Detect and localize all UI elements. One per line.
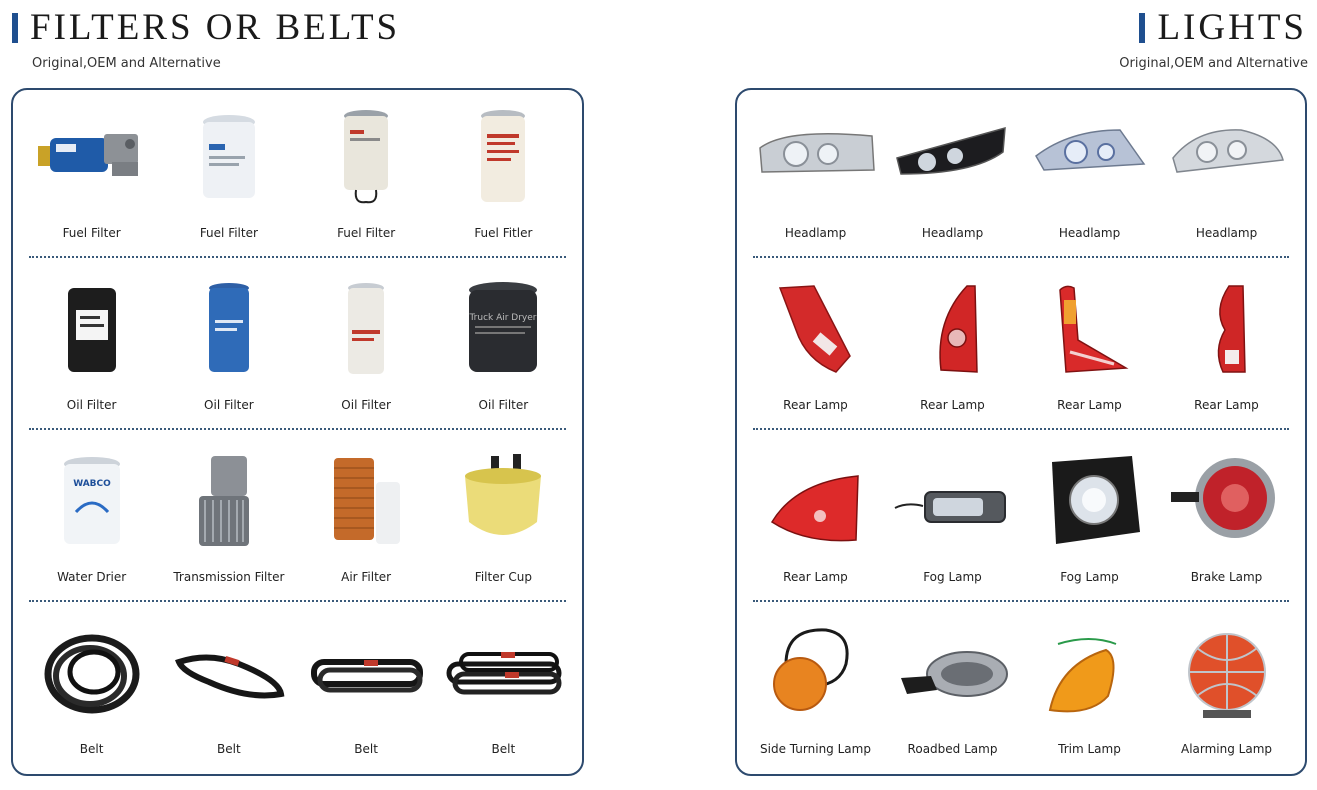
filter-cup-icon xyxy=(443,452,563,552)
product-row xyxy=(747,90,1295,262)
product-card[interactable] xyxy=(160,90,297,262)
product-row xyxy=(23,262,572,434)
row-separator xyxy=(29,428,566,430)
product-row xyxy=(747,606,1295,778)
headlamp-chrome-icon xyxy=(756,108,876,208)
product-card[interactable] xyxy=(1021,434,1158,606)
air-filter-icon xyxy=(306,452,426,552)
product-card[interactable] xyxy=(298,606,435,778)
product-label: Fuel Filter xyxy=(337,226,396,240)
product-row xyxy=(23,90,572,262)
product-label: Oil Filter xyxy=(478,398,529,412)
product-card[interactable] xyxy=(23,434,160,606)
oil-filter-blue-icon xyxy=(169,280,289,380)
product-label: Belt xyxy=(354,742,378,756)
product-label: Headlamp xyxy=(784,226,847,240)
product-label: Headlamp xyxy=(1058,226,1121,240)
product-card[interactable] xyxy=(884,434,1021,606)
product-row xyxy=(23,434,572,606)
product-card[interactable] xyxy=(884,262,1021,434)
filters-belts-grid xyxy=(23,90,572,774)
rear-lamp-round-icon xyxy=(893,280,1013,380)
product-card[interactable] xyxy=(747,434,884,606)
product-card[interactable] xyxy=(1021,262,1158,434)
product-card[interactable] xyxy=(298,262,435,434)
product-card[interactable] xyxy=(435,606,572,778)
product-card[interactable] xyxy=(884,90,1021,262)
product-label: Water Drier xyxy=(57,570,127,584)
product-label: Belt xyxy=(491,742,516,756)
filters-belts-subtitle: Original,OEM and Alternative xyxy=(32,56,221,71)
headlamp-silver-icon xyxy=(1167,108,1287,208)
product-card[interactable] xyxy=(747,606,884,778)
transmission-filter-icon xyxy=(169,452,289,552)
filters-belts-title: FILTERS OR BELTS xyxy=(30,7,401,48)
row-separator xyxy=(29,256,566,258)
product-label: Fuel Fitler xyxy=(474,226,533,240)
product-label: Rear Lamp xyxy=(783,398,848,412)
product-card[interactable] xyxy=(1158,434,1295,606)
fuel-filter-red-label-icon xyxy=(443,108,563,208)
product-card[interactable] xyxy=(747,262,884,434)
headlamp-blue-icon xyxy=(1030,108,1150,208)
product-label: Air Filter xyxy=(341,570,392,584)
product-card[interactable] xyxy=(435,262,572,434)
product-label: Roadbed Lamp xyxy=(907,742,998,756)
row-separator xyxy=(753,600,1289,602)
product-row xyxy=(23,606,572,778)
belt-single-icon xyxy=(169,624,289,724)
rear-lamp-wing-icon xyxy=(756,452,876,552)
alarming-lamp-icon xyxy=(1167,624,1287,724)
product-label: Belt xyxy=(217,742,241,756)
product-card[interactable] xyxy=(160,606,297,778)
product-card[interactable] xyxy=(1021,90,1158,262)
product-label: Belt xyxy=(79,742,104,756)
row-separator xyxy=(753,256,1289,258)
product-card[interactable] xyxy=(1158,262,1295,434)
product-label: Filter Cup xyxy=(474,570,532,584)
lights-heading xyxy=(1139,8,1307,48)
brake-lamp-icon xyxy=(1167,452,1287,552)
filters-belts-panel xyxy=(11,88,584,776)
belt-coil-icon xyxy=(32,624,152,724)
product-label: Rear Lamp xyxy=(920,398,985,412)
product-label: Oil Filter xyxy=(204,398,254,412)
svg-text:Truck Air Dryer: Truck Air Dryer xyxy=(469,313,537,323)
product-card[interactable] xyxy=(298,434,435,606)
fog-lamp-round-icon xyxy=(1030,452,1150,552)
rear-lamp-amber-icon xyxy=(1030,280,1150,380)
oil-filter-white-icon xyxy=(306,280,426,380)
lights-panel xyxy=(735,88,1307,776)
accent-bar xyxy=(12,13,18,43)
row-separator xyxy=(753,428,1289,430)
lights-subtitle: Original,OEM and Alternative xyxy=(1119,56,1308,71)
product-card[interactable] xyxy=(747,90,884,262)
product-card[interactable] xyxy=(1021,606,1158,778)
product-label: Brake Lamp xyxy=(1190,570,1263,584)
product-row xyxy=(747,434,1295,606)
product-card[interactable] xyxy=(23,606,160,778)
product-card[interactable] xyxy=(435,90,572,262)
product-card[interactable] xyxy=(160,262,297,434)
rear-lamp-curved-icon xyxy=(1167,280,1287,380)
fog-lamp-rect-icon xyxy=(893,452,1013,552)
product-label: Fog Lamp xyxy=(923,570,982,584)
row-separator xyxy=(29,600,566,602)
product-label: Side Turning Lamp xyxy=(760,742,871,756)
fuel-filter-assembly-icon xyxy=(32,108,152,208)
trim-lamp-icon xyxy=(1030,624,1150,724)
product-card[interactable] xyxy=(23,90,160,262)
belt-double-icon xyxy=(306,624,426,724)
air-dryer-filter-icon xyxy=(443,280,563,380)
product-label: Rear Lamp xyxy=(1194,398,1259,412)
product-label: Oil Filter xyxy=(341,398,391,412)
product-card[interactable] xyxy=(884,606,1021,778)
accent-bar xyxy=(1139,13,1145,43)
product-card[interactable] xyxy=(160,434,297,606)
belt-multi-icon xyxy=(443,624,563,724)
product-label: Alarming Lamp xyxy=(1180,742,1273,756)
lights-title: LIGHTS xyxy=(1157,7,1307,48)
lights-grid xyxy=(747,90,1295,774)
product-card[interactable] xyxy=(1158,606,1295,778)
side-turning-lamp-icon xyxy=(756,624,876,724)
water-drier-icon xyxy=(32,452,152,552)
product-card[interactable] xyxy=(298,90,435,262)
fuel-filter-wired-icon xyxy=(306,108,426,208)
roadbed-lamp-icon xyxy=(893,624,1013,724)
product-card[interactable] xyxy=(23,262,160,434)
product-label: Transmission Filter xyxy=(173,570,285,584)
product-label: Fuel Filter xyxy=(62,226,121,240)
product-label: Headlamp xyxy=(1195,226,1258,240)
product-card[interactable] xyxy=(1158,90,1295,262)
product-label: Fuel Filter xyxy=(199,226,258,240)
product-label: Fog Lamp xyxy=(1060,570,1119,584)
svg-text:WABCO: WABCO xyxy=(72,479,111,489)
fuel-filter-white-icon xyxy=(169,108,289,208)
product-label: Oil Filter xyxy=(66,398,117,412)
product-row xyxy=(747,262,1295,434)
product-label: Rear Lamp xyxy=(783,570,848,584)
product-label: Trim Lamp xyxy=(1058,742,1121,756)
product-card[interactable] xyxy=(435,434,572,606)
rear-lamp-angled-icon xyxy=(756,280,876,380)
product-label: Headlamp xyxy=(921,226,984,240)
filters-belts-heading xyxy=(12,8,400,48)
oil-filter-black-icon xyxy=(32,280,152,380)
product-label: Rear Lamp xyxy=(1057,398,1122,412)
headlamp-black-icon xyxy=(893,108,1013,208)
